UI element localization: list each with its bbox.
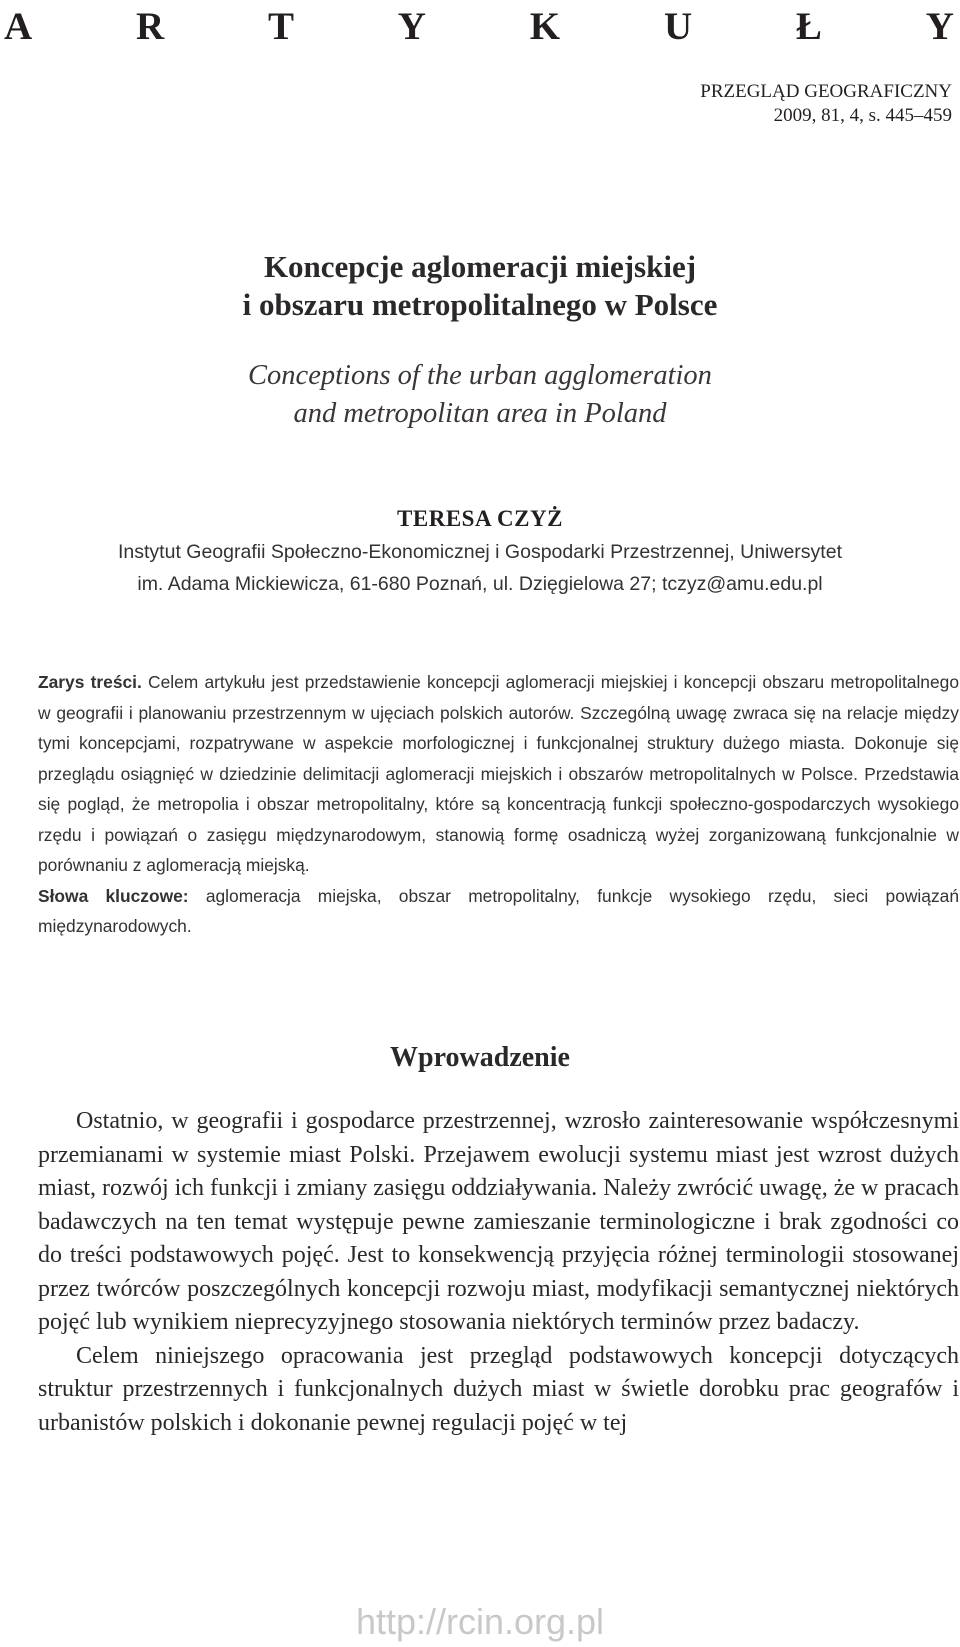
body-paragraph: Celem niniejszego opracowania jest przegląd podstawowych koncepcji dotyczących struktur przestrzennych i funkcjonalnych dużych miast w świetle dorobku prac geografów i urbanistów polskich i dokonanie pewnej regulacji pojęć w tej [38, 1342, 959, 1436]
section-label-letter: Y [925, 4, 954, 48]
keywords-text: aglomeracja miejska, obszar metropolitalny, funkcje wysokiego rzędu, sieci powiązań międzynarodowych. [38, 885, 959, 936]
watermark-url: http://rcin.org.pl [355, 1601, 605, 1642]
abstract-paragraph [38, 667, 959, 881]
article-title-line: i obszaru metropolitalnego w Polsce [242, 287, 718, 322]
english-title-line: and metropolitan area in Poland [293, 398, 667, 429]
english-title-line: Conceptions of the urban agglomeration [248, 360, 712, 391]
affiliation-line: Instytut Geografii Społeczno-Ekonomicznej i Gospodarki Przestrzennej, Uniwersytet [118, 541, 842, 563]
section-label-letter: K [529, 4, 561, 48]
section-label-letter: A [4, 4, 33, 48]
journal-name: PRZEGLĄD GEOGRAFICZNY [700, 81, 952, 102]
section-label-letter: R [135, 4, 165, 48]
affiliation-line: im. Adama Mickiewicza, 61-680 Poznań, ul. Dzięgielowa 27; tczyz@amu.edu.pl [137, 573, 823, 595]
abstract-label: Zarys treści. [38, 672, 142, 692]
article-title-line: Koncepcje aglomeracji miejskiej [263, 249, 697, 284]
section-label-letter: Ł [795, 4, 822, 48]
article-title [0, 248, 960, 324]
article-english-title [0, 357, 960, 433]
section-heading-introduction: Wprowadzenie [390, 1042, 570, 1073]
journal-citation [700, 80, 952, 128]
author-affiliation [0, 536, 960, 600]
body-paragraph: Ostatnio, w geografii i gospodarce przestrzennej, wzrosło zainteresowanie współczesnymi przemianami w systemie miast Polski. Przejawem ewolucji systemu miast jest wzrost dużych miast, rozwój ich funkcji i zmiany zasięgu oddziaływania. Należy zwrócić uwagę, że w pracach badawczych na ten temat występuje pewne zamieszanie terminologiczne i brak zgodności co do treści podstawowych pojęć. Jest to konsekwencją przyjęcia różnej terminologii stosowanej przez twórców poszczególnych koncepcji rozwoju miast, modyfikacji semantycznej niektórych pojęć lub wynikiem nieprecyzyjnego stosowania niektórych terminów przez badaczy. [38, 1108, 959, 1335]
keywords-paragraph [38, 881, 959, 942]
abstract-text: Celem artykułu jest przedstawienie koncepcji aglomeracji miejskiej i koncepcji obszaru metropolitalnego w geografii i planowaniu przestrzennym w ujęciach polskich autorów. Szczególną uwagę zwraca się na relacje między tymi koncepcjami, rozpatrywane w aspekcie morfologicznej i funkcjonalnej struktury dużego miasta. Dokonuje się przeglądu osiągnięć w dziedzinie delimitacji aglomeracji miejskich i obszarów metropolitalnych w Polsce. Przedstawia się pogląd, że metropolia i obszar metropolitalny, które są koncentracją funkcji społeczno-gospodarczych wysokiego rzędu i powiązań o zasięgu międzynarodowym, stanowią formę osadniczą wyżej zorganizowaną funkcjonalnie w porównaniu z aglomeracją miejską. [38, 672, 959, 875]
journal-volume-pages: 2009, 81, 4, s. 445–459 [773, 105, 952, 126]
body-text [38, 1105, 959, 1440]
section-label-letter: Y [397, 4, 426, 48]
abstract [38, 667, 959, 942]
section-label-letter: T [267, 4, 294, 48]
section-label [0, 4, 960, 48]
section-label-letter: U [663, 4, 693, 48]
keywords-label: Słowa kluczowe: [38, 885, 189, 906]
author-name: TERESA CZYŻ [397, 506, 563, 531]
